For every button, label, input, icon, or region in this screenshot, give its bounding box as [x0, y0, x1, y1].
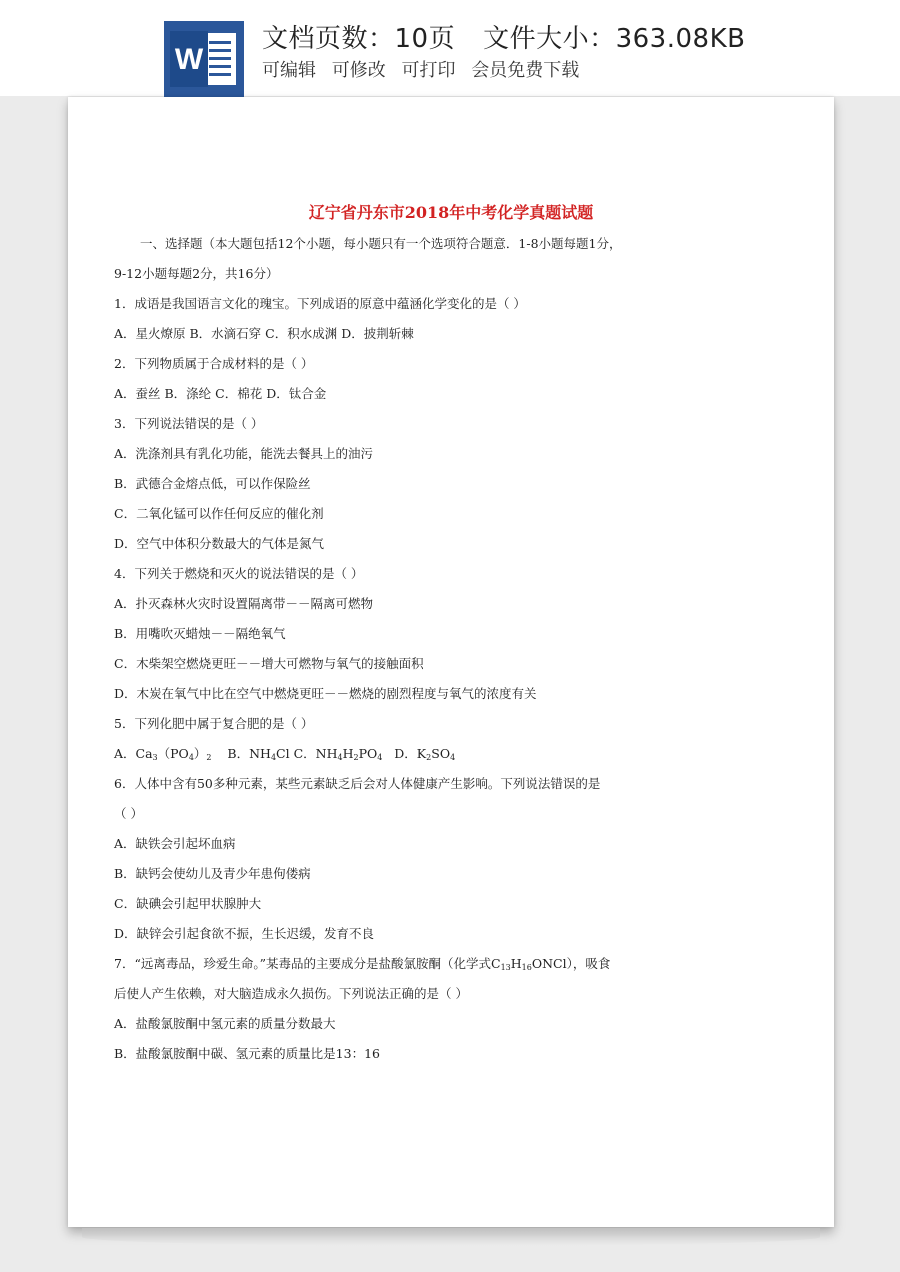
question-1-stem: 1．成语是我国语言文化的瑰宝。下列成语的原意中蕴涵化学变化的是（ ）	[114, 296, 526, 311]
question-7-stem: 7．“远离毒品，珍爱生命。”某毒品的主要成分是盐酸氯胺酮（化学式$C_{13}H_{16}ONCl$），吸食	[114, 956, 611, 972]
question-6-option-a: A．缺铁会引起坏血病	[114, 836, 236, 851]
question-7-stem-cont: 后使人产生依赖，对大脑造成永久损伤。下列说法正确的是（ ）	[114, 986, 468, 1001]
question-3-option-b: B．武德合金熔点低，可以作保险丝	[114, 476, 311, 491]
question-6-stem: 6．人体中含有50多种元素，某些元素缺乏后会对人体健康产生影响。下列说法错误的是	[114, 776, 601, 791]
file-meta	[262, 18, 745, 55]
permission-edit: 可编辑	[262, 60, 316, 81]
question-3-option-a: A．洗涤剂具有乳化功能，能洗去餐具上的油污	[114, 446, 374, 461]
question-2-options: A．蚕丝 B．涤纶 C．棉花 D．钛合金	[114, 386, 327, 401]
permissions	[262, 56, 589, 82]
question-6-option-c: C．缺碘会引起甲状腺肿大	[114, 896, 262, 911]
question-3-option-c: C．二氧化锰可以作任何反应的催化剂	[114, 506, 324, 521]
question-4-option-c: C．木柴架空燃烧更旺－－增大可燃物与氧气的接触面积	[114, 656, 424, 671]
file-size: 文件大小：363.08KB	[483, 24, 746, 54]
question-6-option-b: B．缺钙会使幼儿及青少年患佝偻病	[114, 866, 311, 881]
question-5-stem: 5．下列化肥中属于复合肥的是（ ）	[114, 716, 314, 731]
permission-modify: 可修改	[331, 60, 386, 81]
word-document-icon	[164, 21, 244, 97]
question-7-option-b: B．盐酸氯胺酮中碳、氢元素的质量比是13：16	[114, 1046, 380, 1061]
question-4-option-b: B．用嘴吹灭蜡烛－－隔绝氧气	[114, 626, 286, 641]
question-4-stem: 4．下列关于燃烧和灭火的说法错误的是（ ）	[114, 566, 364, 581]
question-2-stem: 2．下列物质属于合成材料的是（ ）	[114, 356, 314, 371]
question-4-option-d: D．木炭在氧气中比在空气中燃烧更旺－－燃烧的剧烈程度与氧气的浓度有关	[114, 686, 537, 701]
document-body	[114, 229, 724, 1069]
permission-free-download: 会员免费下载	[471, 60, 580, 81]
page-count: 文档页数：10页	[262, 24, 456, 54]
question-4-option-a: A．扑灭森林火灾时设置隔离带－－隔离可燃物	[114, 596, 374, 611]
document-title: 辽宁省丹东市2018年中考化学真题试题	[308, 203, 594, 222]
question-6-stem-cont: （ ）	[114, 806, 143, 821]
question-3-option-d: D．空气中体积分数最大的气体是氮气	[114, 536, 325, 551]
section-heading-cont: 9-12小题每题2分，共16分）	[114, 266, 279, 281]
permission-print: 可打印	[401, 60, 456, 81]
svg-text:W: W	[174, 43, 204, 76]
page-shadow	[82, 1228, 820, 1246]
question-5-options: A．$Ca_3(PO_4)_2$ B．$NH_4Cl$ C．$NH_4H_2PO_4$ D．$K_2SO_4$	[114, 746, 456, 762]
question-6-option-d: D．缺锌会引起食欲不振，生长迟缓，发育不良	[114, 926, 375, 941]
section-heading: 一、选择题（本大题包括12个小题，每小题只有一个选项符合题意．1-8小题每题1分，	[140, 236, 622, 251]
question-3-stem: 3．下列说法错误的是（ ）	[114, 416, 264, 431]
download-header	[0, 0, 900, 96]
question-1-options: A．星火燎原 B．水滴石穿 C．积水成渊 D．披荆斩棘	[114, 326, 414, 341]
question-7-option-a: A．盐酸氯胺酮中氢元素的质量分数最大	[114, 1016, 336, 1031]
